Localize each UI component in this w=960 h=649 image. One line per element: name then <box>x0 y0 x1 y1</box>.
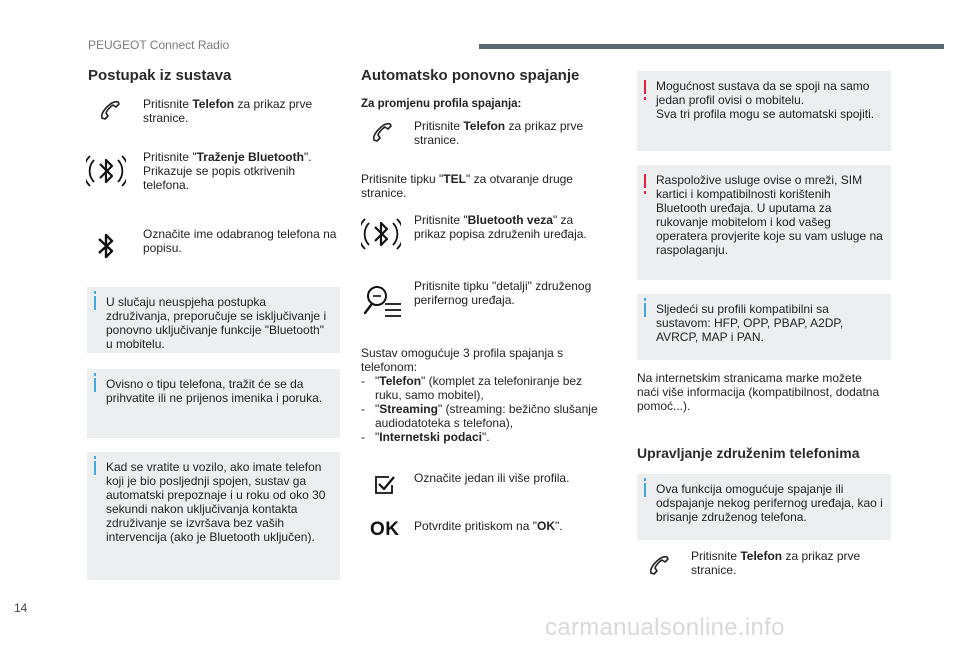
step-phone: Pritisnite Telefon za prikaz prve stranice. <box>414 119 584 147</box>
step-details: Pritisnite tipku "detalji" združenog perifernog uređaja. <box>414 279 592 307</box>
paragraph-website: Na internetskim stranicama marke možete naći više informacija (kompatibilnost, dodatna pomoć...). <box>637 371 880 413</box>
info-note: Kad se vratite u vozilo, ako imate telefon koji je bio posljednji spojen, sustav ga automatski prepoznaje i u roku od oko 30 sekundi nakon uključivanja kontakta združivanje se izvršava bez vaših intervencija (ako je Bluetooth uključen). <box>87 452 340 580</box>
phone-icon <box>98 98 122 122</box>
info-note: Sljedeći su profili kompatibilni sa sustavom: HFP, OPP, PBAP, A2DP, AVRCP, MAP i PAN. <box>637 294 891 360</box>
section-heading: Postupak iz sustava <box>88 67 232 84</box>
info-note: Ovisno o tipu telefona, tražit će se da prihvatite ili ne prijenos imenika i poruka. <box>87 369 340 438</box>
step-phone: Pritisnite Telefon za prikaz prve stranice. <box>691 549 861 577</box>
warning-note: Raspoložive usluge ovise o mreži, SIM kartici i kompatibilnosti korištenih Bluetooth uređaja. U uputama za rukovanje mobitelom i kod vašeg operatera provjerite koje su vam usluge na raspolaganju. <box>637 165 891 280</box>
info-icon <box>94 296 96 310</box>
step-select-phone: Označite ime odabranog telefona na popisu. <box>143 227 337 255</box>
subheading: Za promjenu profila spajanja: <box>361 98 522 110</box>
step-phone: Pritisnite Telefon za prikaz prve stranice. <box>143 97 313 125</box>
phone-icon <box>370 120 394 144</box>
info-icon <box>94 461 96 475</box>
warning-icon <box>644 174 646 188</box>
section-heading: Automatsko ponovno spajanje <box>361 67 580 84</box>
details-search-icon <box>363 282 403 322</box>
watermark: carmanualsonline.info <box>545 614 785 641</box>
step-bluetooth-connection: Pritisnite "Bluetooth veza" za prikaz popisa združenih uređaja. <box>414 213 587 241</box>
step-select-profiles: Označite jedan ili više profila. <box>414 471 570 485</box>
bluetooth-search-icon <box>86 150 126 192</box>
info-icon <box>644 483 646 497</box>
warning-note: Mogućnost sustava da se spoji na samo jedan profil ovisi o mobitelu. Sva tri profila mogu se automatski spojiti. <box>637 71 891 151</box>
header-title: PEUGEOT Connect Radio <box>88 38 230 52</box>
info-note: U slučaju neuspjeha postupka združivanja, preporučuje se isključivanje i ponovno uključivanje funkcije "Bluetooth" u mobitelu. <box>87 287 340 353</box>
profile-item: - "Internetski podaci". <box>361 430 601 444</box>
info-note: Ova funkcija omogućuje spajanje ili odspajanje nekog perifernog uređaja, kao i brisanje združenog telefona. <box>637 474 891 540</box>
section-heading: Upravljanje združenim telefonima <box>637 445 860 461</box>
profile-item: - "Streaming" (streaming: bežično slušanje audiodatoteka s telefona), <box>361 402 601 430</box>
bluetooth-icon <box>96 230 116 262</box>
paragraph-profiles: Sustav omogućuje 3 profila spajanja s telefonom: - "Telefon" (komplet za telefoniranje bez ruku, samo mobitel), - "Streaming" (streaming: bežično slušanje audiodatoteka s telefona), - "Internetski podaci". <box>361 346 601 444</box>
warning-icon <box>644 80 646 94</box>
ok-icon: OK <box>370 519 400 540</box>
step-bluetooth-search: Pritisnite "Traženje Bluetooth". Prikazuje se popis otkrivenih telefona. <box>143 150 312 192</box>
phone-icon <box>647 553 671 577</box>
info-icon <box>644 303 646 317</box>
step-confirm: Potvrdite pritiskom na "OK". <box>414 519 563 533</box>
page-number: 14 <box>14 601 28 615</box>
bluetooth-connection-icon <box>361 213 401 255</box>
info-icon <box>94 378 96 392</box>
checkbox-icon <box>374 474 396 496</box>
paragraph-tel: Pritisnite tipku "TEL" za otvaranje druge stranice. <box>361 172 573 200</box>
header-bar <box>479 44 944 49</box>
profile-item: - "Telefon" (komplet za telefoniranje bez ruku, samo mobitel), <box>361 374 601 402</box>
